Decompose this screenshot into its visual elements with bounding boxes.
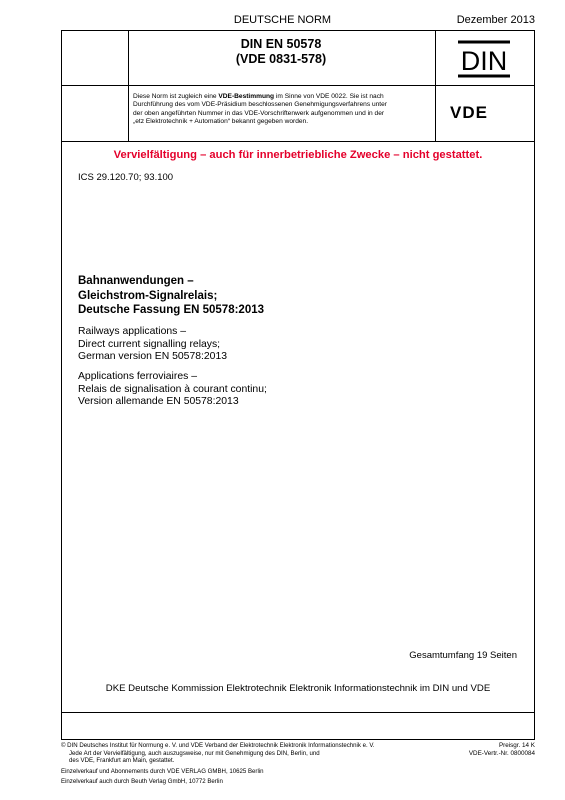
english-title-line: Railways applications – [78, 326, 187, 337]
french-title-line: Applications ferroviaires – [78, 371, 197, 382]
page-count: Gesamtumfang 19 Seiten [409, 650, 517, 661]
frame-column-divider [435, 31, 436, 141]
german-title-line: Deutsche Fassung EN 50578:2013 [78, 304, 265, 316]
french-title [78, 371, 267, 409]
vde-note-line: „etz Elektrotechnik + Automation“ bekannt gegeben worden. [133, 117, 309, 125]
english-title-line: Direct current signalling relays; [78, 338, 221, 350]
sales-line: Einzelverkauf und Abonnements durch VDE VERLAG GMBH, 10625 Berlin [61, 768, 264, 775]
frame-divider [62, 85, 534, 86]
din-logo-text: DIN [460, 46, 508, 76]
vde-order-number: VDE-Vertr.-Nr. 0800084 [468, 750, 535, 757]
frame-divider [62, 141, 534, 142]
copyright-line: des VDE, Frankfurt am Main, gestattet. [69, 757, 175, 765]
german-title [78, 274, 264, 318]
standard-number-block [128, 37, 434, 67]
sales-info [61, 767, 264, 787]
vde-note-line: der oben angeführten Nummer in das VDE-Vorschriftenwerk aufgenommen und in der [133, 109, 385, 117]
copy-restriction-warning: Vervielfältigung – auch für innerbetriebliche Zwecke – nicht gestattet. [113, 149, 483, 161]
publication-date: Dezember 2013 [456, 14, 535, 26]
copyright-line: Jede Art der Vervielfältigung, auch auszugsweise, nur mit Genehmigung des DIN, Berlin, und [69, 749, 320, 757]
copyright-notice [61, 742, 421, 765]
committee-name: DKE Deutsche Kommission Elektrotechnik Elektronik Informationstechnik im DIN und VDE [105, 683, 491, 694]
standard-number: DIN EN 50578 [240, 37, 322, 51]
german-title-line: Bahnanwendungen – [78, 275, 194, 287]
price-group: Preisgr. 14 K [498, 742, 535, 749]
english-title-line: German version EN 50578:2013 [78, 351, 228, 362]
frame-divider [62, 712, 534, 713]
english-title [78, 326, 227, 364]
price-info [469, 742, 535, 758]
vde-classification: (VDE 0831-578) [235, 52, 327, 66]
vde-note-line: Durchführung des vom VDE-Präsidium beschlossenen Genehmigungsverfahrens unter [133, 101, 387, 109]
french-title-line: Version allemande EN 50578:2013 [78, 396, 239, 407]
vde-logo: VDE [450, 103, 488, 122]
ics-code: ICS 29.120.70; 93.100 [78, 172, 174, 183]
copyright-line: © DIN Deutsches Institut für Normung e. V. und VDE Verband der Elektrotechnik Elektronik Informationstechnik e. V. [61, 742, 375, 749]
sales-line: Einzelverkauf auch durch Beuth Verlag GmbH, 10772 Berlin [61, 778, 223, 785]
german-title-line: Gleichstrom-Signalrelais; [78, 289, 218, 302]
french-title-line: Relais de signalisation à courant continu; [78, 383, 267, 395]
din-logo [458, 39, 510, 79]
vde-note-line: Diese Norm ist zugleich eine VDE-Bestimmung im Sinne von VDE 0022. Sie ist nach [133, 93, 384, 100]
norm-type-label: DEUTSCHE NORM [233, 14, 332, 26]
vde-note [133, 93, 433, 126]
